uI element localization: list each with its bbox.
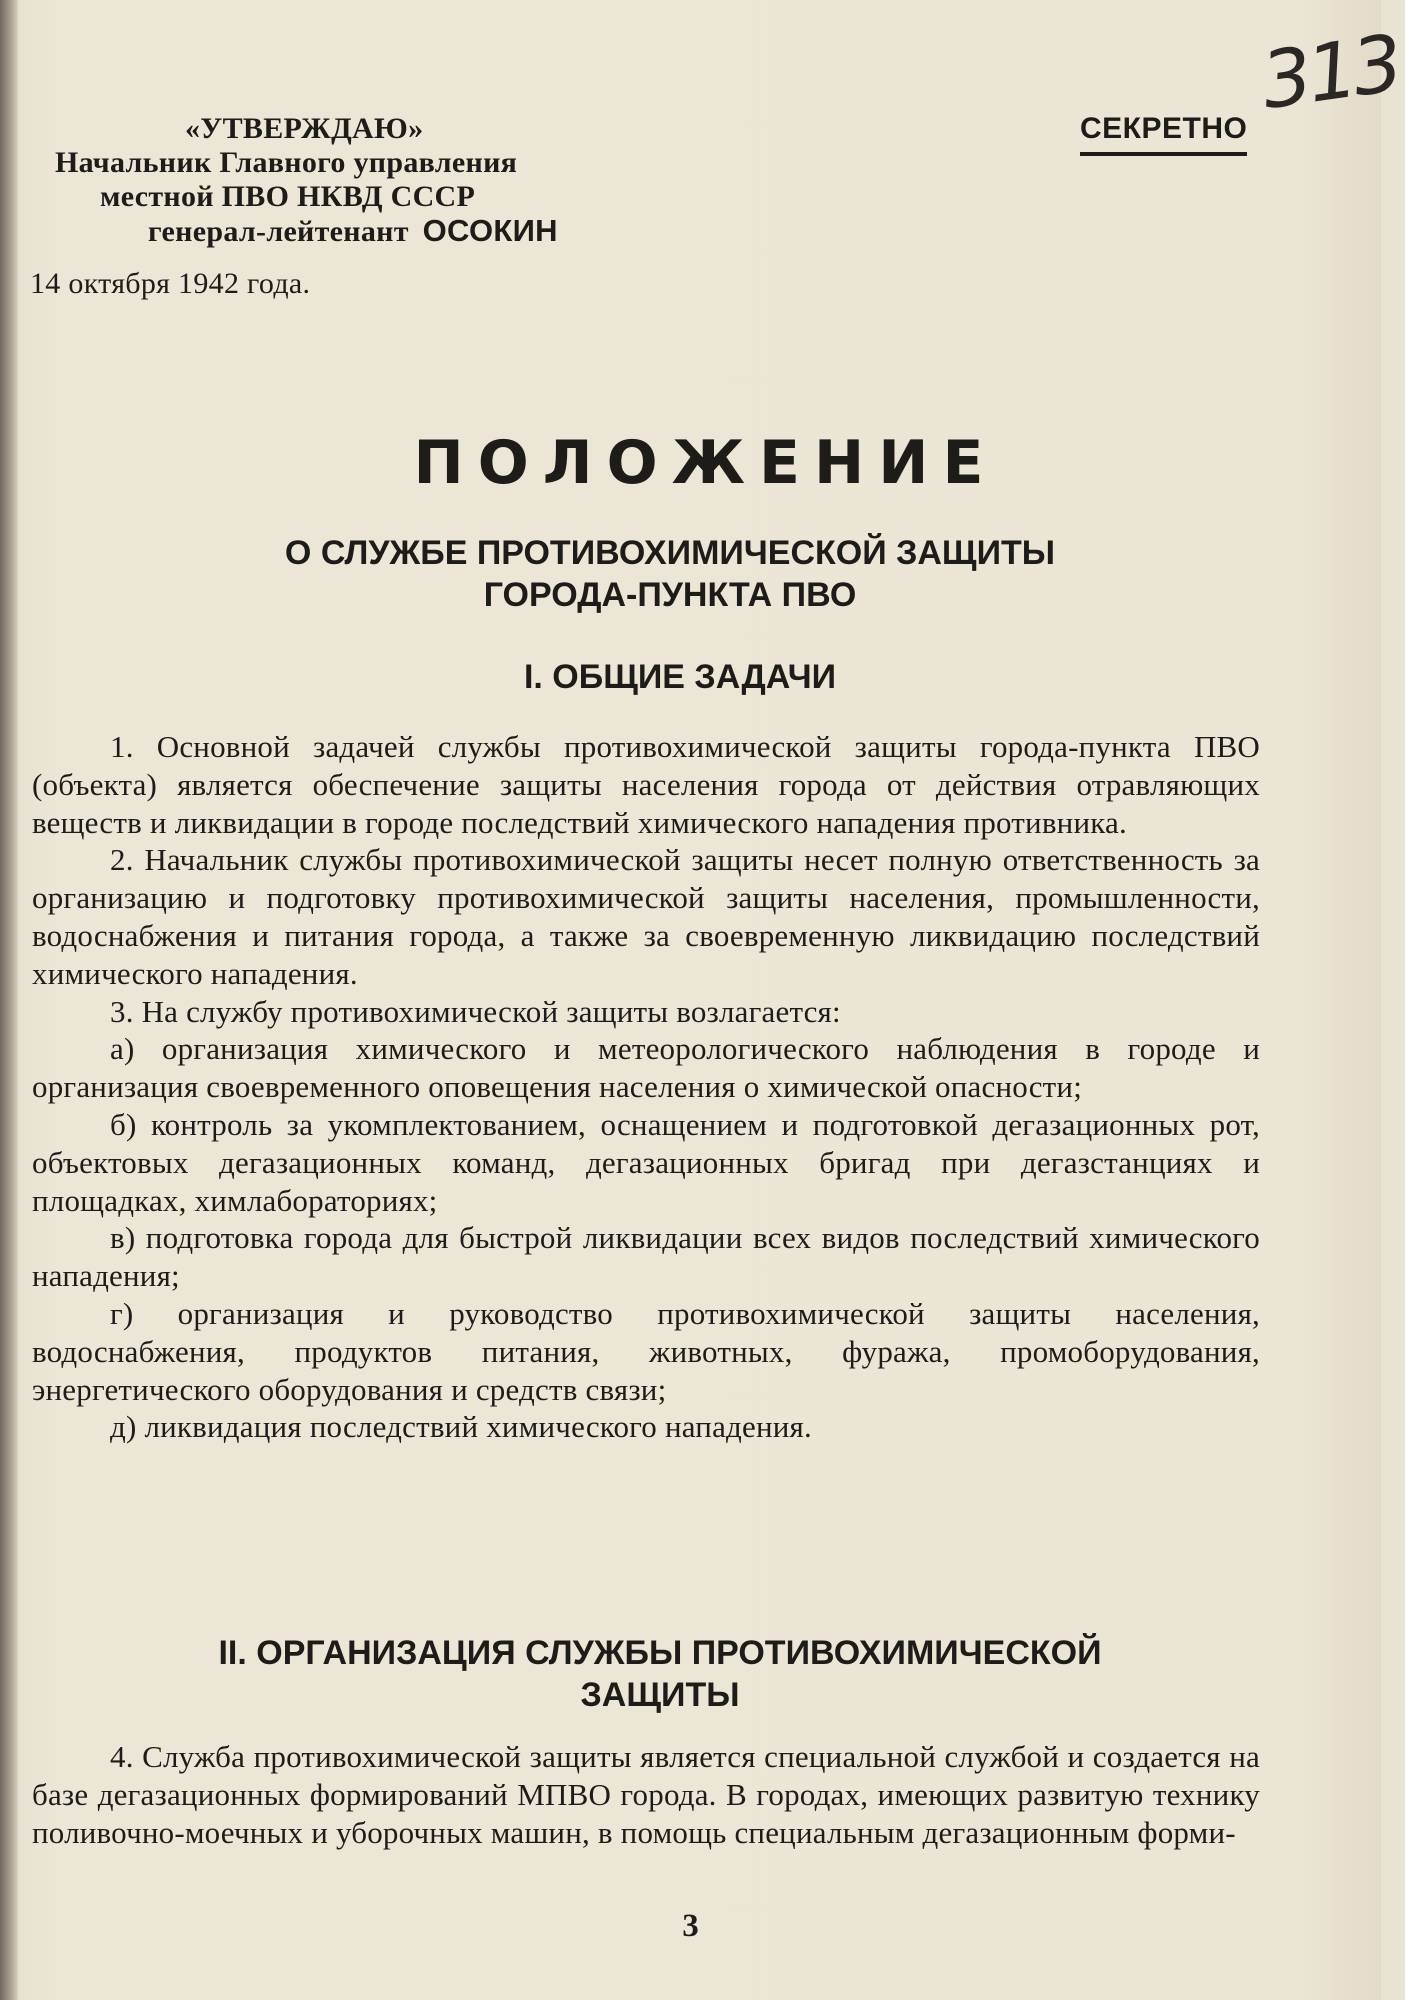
section-2-body [32, 1738, 1260, 1851]
approver-rank: генерал-лейтенант [148, 215, 409, 248]
handwritten-number: 313 [1256, 18, 1405, 128]
document-title: ПОЛОЖЕНИЕ [413, 428, 998, 498]
section-1-body [32, 728, 1260, 1446]
binding-edge [0, 0, 18, 2000]
approver-position-line2: местной ПВО НКВД СССР [100, 180, 476, 213]
approver-position-line1: Начальник Главного управления [55, 146, 518, 179]
paragraph-2: 2. Начальник службы противохимической защиты несет полную ответственность за организацию и подготовку противохимической защиты населения, промышленности, водоснабжения и питания города, а также за своевременную ликвидацию последствий химического нападения. [32, 842, 1260, 991]
section-1-heading: I. ОБЩИЕ ЗАДАЧИ [523, 658, 837, 696]
approver-rank-line [30, 214, 630, 249]
document-subtitle [170, 532, 1170, 616]
paragraph-3b: б) контроль за укомплектованием, оснащением и подготовкой дегазационных рот, объектовых дегазационных команд, дегазационных бригад при дегазстанциях и площадках, химлабораториях; [32, 1106, 1260, 1218]
section-2-heading-line-2: ЗАЩИТЫ [580, 1676, 740, 1714]
secret-stamp: СЕКРЕТНО [1080, 112, 1247, 156]
section-2-heading [100, 1632, 1220, 1716]
approve-label: «УТВЕРЖДАЮ» [185, 112, 424, 145]
approval-block [30, 112, 630, 301]
paragraph-3e: д) ликвидация последствий химического нападения. [110, 1409, 812, 1445]
paragraph-3c: в) подготовка города для быстрой ликвидации всех видов последствий химического нападения; [32, 1220, 1260, 1294]
paragraph-3: 3. На службу противохимической защиты возлагается: [110, 993, 841, 1029]
section-2-heading-line-1: II. ОРГАНИЗАЦИЯ СЛУЖБЫ ПРОТИВОХИМИЧЕСКОЙ [218, 1634, 1102, 1672]
paragraph-3d: г) организация и руководство противохимической защиты населения, водоснабжения, продуктов питания, животных, фуража, промоборудования, энергетического оборудования и средств связи; [32, 1295, 1260, 1407]
paragraph-3a: а) организация химического и метеорологического наблюдения в городе и организация своевременного оповещения населения о химической опасности; [32, 1031, 1260, 1105]
paragraph-4: 4. Служба противохимической защиты является специальной службой и создается на базе дегазационных формирований МПВО города. В городах, имеющих развитую технику поливочно-моечных и уборочных машин, в помощь специальным дегазационным форми- [32, 1739, 1260, 1850]
paragraph-1: 1. Основной задачей службы противохимической защиты города-пункта ПВО (объекта) является обеспечение защиты населения города от действия отравляющих веществ и ликвидации в городе последствий химического нападения противника. [32, 729, 1260, 840]
approval-date: 14 октября 1942 года. [30, 267, 311, 300]
approver-name: ОСОКИН [422, 213, 558, 248]
subtitle-line-1: О СЛУЖБЕ ПРОТИВОХИМИЧЕСКОЙ ЗАЩИТЫ [284, 534, 1056, 572]
page-number: 3 [682, 1908, 699, 1944]
subtitle-line-2: ГОРОДА-ПУНКТА ПВО [483, 576, 857, 614]
